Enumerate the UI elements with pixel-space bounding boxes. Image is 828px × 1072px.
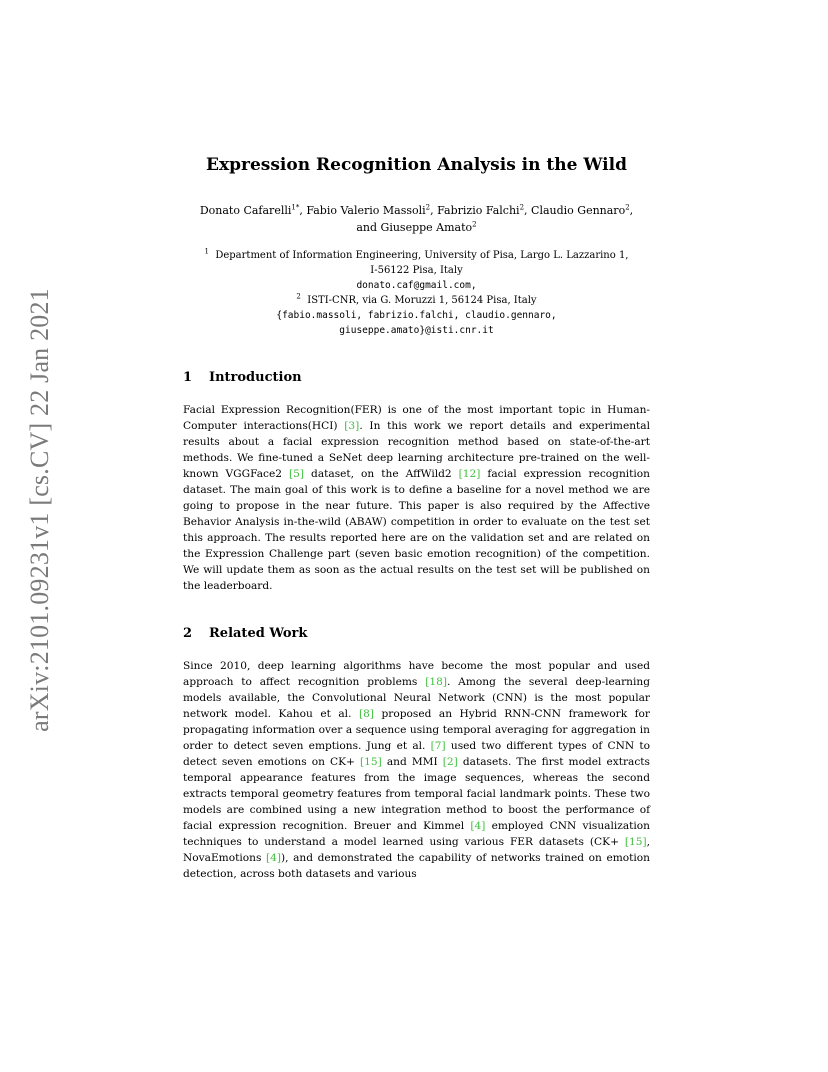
citation-link[interactable]: [15] <box>624 836 647 848</box>
affiliation-2-line-1 <box>183 293 650 308</box>
paragraph-text: used two different types of CNN to detect seven emotions on CK+ <box>183 740 650 768</box>
paragraph-text: and MMI <box>381 756 443 768</box>
paragraph-text: Since 2010, deep learning algorithms have become the most popular and used approach to affect recognition problems <box>183 660 650 688</box>
paragraph-text: Facial Expression Recognition(FER) is one of the most important topic in Human-Computer interactions(HCI) <box>183 404 650 432</box>
citation-link[interactable]: [7] <box>430 740 446 752</box>
paragraph-text: ), and demonstrated the capability of networks trained on emotion detection, across both datasets and various <box>183 852 650 880</box>
citation-link[interactable]: [8] <box>358 708 374 720</box>
section-heading <box>183 367 650 389</box>
email-2-line-2: giuseppe.amato}@isti.cnr.it <box>339 325 494 336</box>
author-line-2 <box>183 219 650 236</box>
citation-link[interactable]: [2] <box>442 756 458 768</box>
citation-link[interactable]: [15] <box>360 756 382 768</box>
affiliation-text: ISTI-CNR, via G. Moruzzi 1, 56124 Pisa, Italy <box>307 295 537 306</box>
author-sup: 1* <box>291 203 300 212</box>
citation-link[interactable]: [4] <box>470 820 486 832</box>
paragraph-text: datasets. The first model extracts temporal appearance features from the image sequences, whereas the second extracts temporal geometry features from temporal facial landmark points. These two models are combined using a new integration method to boost the performance of facial expression recognition. Breuer and Kimmel <box>183 756 650 832</box>
citation-link[interactable]: [3] <box>344 420 360 432</box>
email-1: donato.caf@gmail.com, <box>356 280 477 291</box>
paragraph-text: proposed an Hybrid RNN-CNN framework for propagating information over a sequence using temporal averaging for aggregation in order to detect seven emptions. Jung et al. <box>183 708 650 752</box>
author-sup: 2 <box>519 203 525 212</box>
citation-link[interactable]: [5] <box>289 468 305 480</box>
paragraph-text: . Among the several deep-learning models available, the Convolutional Neural Network (CNN) is the most popular network model. Kahou et al. <box>183 676 650 720</box>
citation-link[interactable]: [18] <box>425 676 447 688</box>
arxiv-sidebar-stamp <box>20 290 60 730</box>
author-sup: 2 <box>625 203 630 212</box>
author-sup: 2 <box>472 220 477 229</box>
affiliation-text: Department of Information Engineering, University of Pisa, Largo L. Lazzarino 1, <box>215 250 629 261</box>
section-introduction <box>183 367 650 594</box>
paper-content <box>183 150 650 893</box>
author-name: Fabrizio Falchi <box>437 204 520 217</box>
section-paragraph <box>183 658 650 882</box>
section-heading <box>183 623 650 645</box>
section-title: Introduction <box>209 370 302 385</box>
affiliation-1-line-2: I-56122 Pisa, Italy <box>370 265 463 276</box>
paragraph-text: . In this work we report details and experimental results about a facial expression recognition method based on state-of-the-art methods. We fine-tuned a SeNet deep learning architecture pre-trained on the well-known VGGFace2 <box>183 420 651 480</box>
affiliation-1-line-1 <box>183 248 650 263</box>
affiliation-number: 2 <box>296 292 301 301</box>
email-2-line-1: {fabio.massoli, fabrizio.falchi, claudio.gennaro, <box>276 310 557 321</box>
paragraph-text: employed CNN visualization techniques to understand a model learned using various FER datasets (CK+ <box>183 820 650 848</box>
author-sup: 2 <box>425 203 431 212</box>
citation-link[interactable]: [12] <box>458 468 481 480</box>
author-list <box>183 202 650 236</box>
paper-title: Expression Recognition Analysis in the Wild <box>206 155 627 175</box>
section-paragraph <box>183 402 650 594</box>
paragraph-text: , NovaEmotions <box>183 836 650 864</box>
author-name: Fabio Valerio Massoli <box>306 204 426 217</box>
section-related-work <box>183 623 650 882</box>
arxiv-id: arXiv:2101.09231v1 [cs.CV] 22 Jan 2021 <box>25 288 54 732</box>
paragraph-text: dataset, on the AffWild2 <box>304 468 459 480</box>
citation-link[interactable]: [4] <box>265 852 281 864</box>
author-line-1: Donato Cafarelli$^{1*}$, Fabio Valerio Massoli$^2$, Fabrizio Falchi$^2$, Claudio Gennaro$^2$, <box>199 203 634 217</box>
author-name: Claudio Gennaro <box>531 204 626 217</box>
author-name: Donato Cafarelli <box>199 204 292 217</box>
affiliation-number: 1 <box>204 247 209 256</box>
paragraph-text: facial expression recognition dataset. The main goal of this work is to define a baseline for a novel method we are going to propose in the near future. This paper is also required by the Affective Behavior Analysis in-the-wild (ABAW) competition in order to evaluate on the test set this approach. The results reported here are on the validation set and are related on the Expression Challenge part (seven basic emotion recognition) of the competition. We will update them as soon as the actual results on the test set will be published on the leaderboard. <box>183 468 650 592</box>
section-number: 2 <box>183 626 193 641</box>
author-name: and Giuseppe Amato <box>356 221 473 234</box>
section-title: Related Work <box>209 626 308 641</box>
section-number: 1 <box>183 370 193 385</box>
affiliations <box>183 248 650 338</box>
